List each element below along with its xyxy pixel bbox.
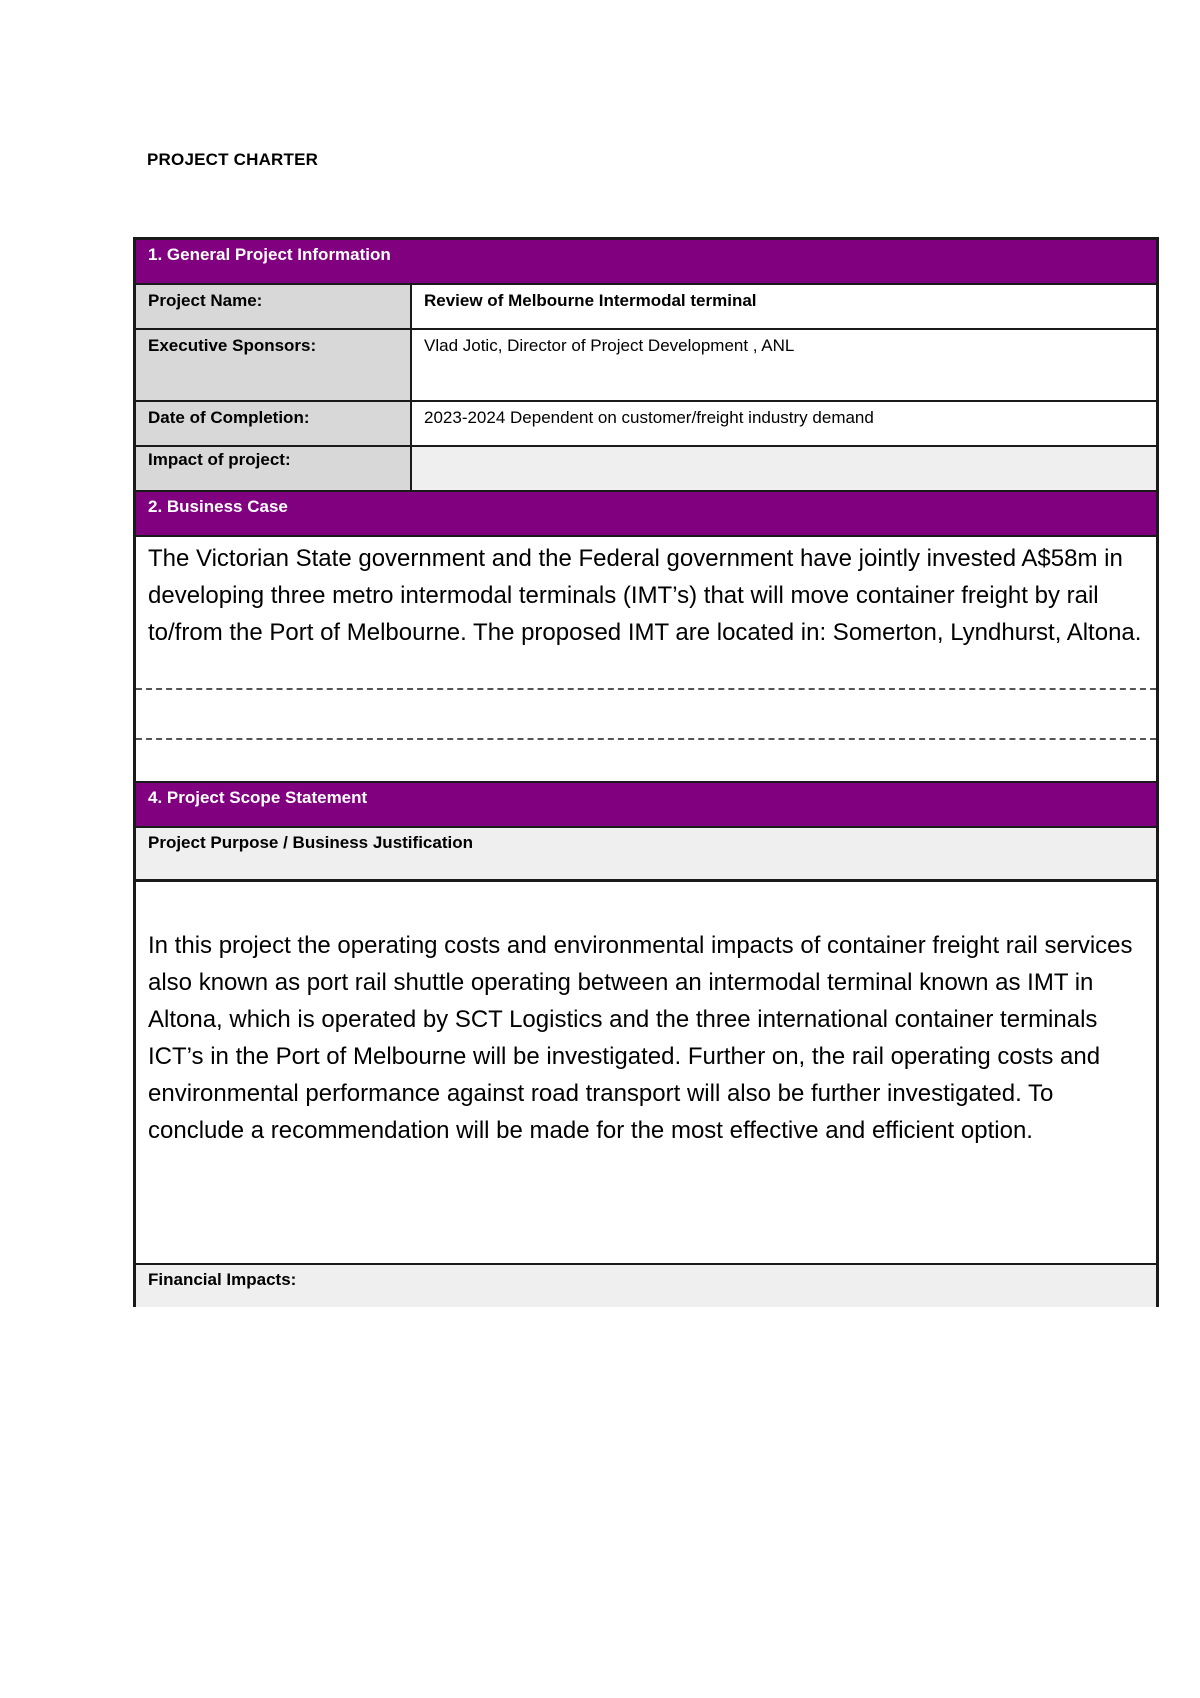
section-header-business-case: 2. Business Case [136, 492, 1156, 537]
page-title: PROJECT CHARTER [147, 150, 319, 169]
date-of-completion-value: 2023-2024 Dependent on customer/freight industry demand [412, 402, 1156, 447]
section-header-general-info: 1. General Project Information [136, 240, 1156, 285]
table-row-project-name [136, 285, 1156, 330]
business-case-blank-row [136, 690, 1156, 740]
project-charter-table [133, 237, 1159, 1307]
business-case-blank-row [136, 740, 1156, 783]
table-row-date-of-completion [136, 402, 1156, 447]
project-name-value: Review of Melbourne Intermodal terminal [412, 285, 1156, 330]
executive-sponsors-label: Executive Sponsors: [136, 330, 412, 402]
date-of-completion-label: Date of Completion: [136, 402, 412, 447]
executive-sponsors-value: Vlad Jotic, Director of Project Development , ANL [412, 330, 1156, 402]
financial-impacts-label: Financial Impacts: [136, 1263, 1156, 1307]
section-header-project-scope: 4. Project Scope Statement [136, 783, 1156, 828]
impact-of-project-label: Impact of project: [136, 447, 412, 492]
impact-of-project-value [412, 447, 1156, 492]
business-case-text: The Victorian State government and the Federal government have jointly invested A$58m in developing three metro intermodal terminals (IMT’s) that will move container freight by rail to/from the Port of Melbourne. The proposed IMT are located in: Somerton, Lyndhurst, Altona. [148, 545, 1142, 646]
project-name-label: Project Name: [136, 285, 412, 330]
project-purpose-label: Project Purpose / Business Justification [136, 828, 1156, 882]
project-purpose-text: In this project the operating costs and environmental impacts of container freight rail services also known as port rail shuttle operating between an intermodal terminal known as IMT in Altona, which is operated by SCT Logistics and the three international container terminals ICT’s in the Port of Melbourne will be investigated. Further on, the rail operating costs and environmental performance against road transport will also be further investigated. To conclude a recommendation will be made for the most effective and efficient option. [148, 932, 1133, 1144]
table-row-impact-of-project [136, 447, 1156, 492]
table-row-executive-sponsors [136, 330, 1156, 402]
